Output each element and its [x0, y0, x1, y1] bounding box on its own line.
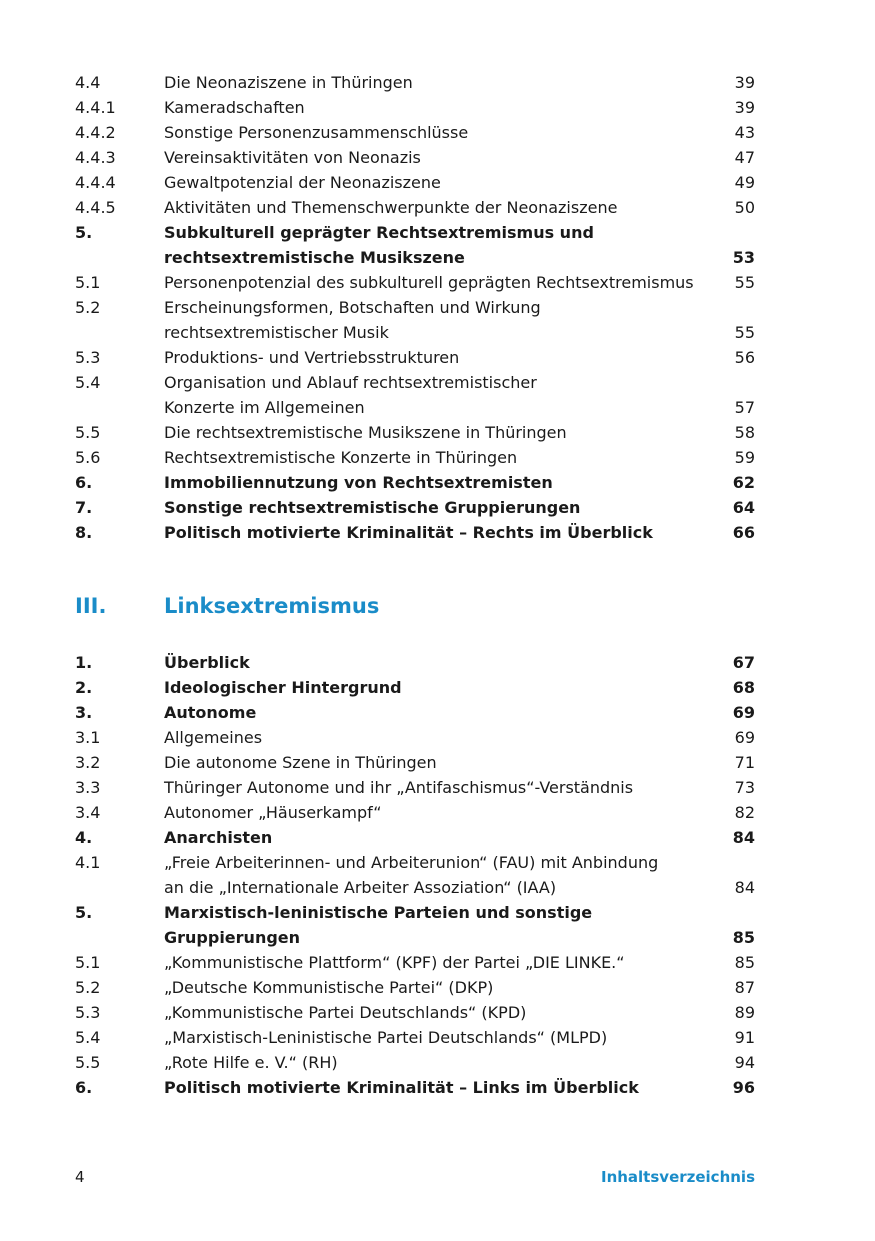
toc-entry-page: 85	[734, 953, 755, 972]
toc-entry-title	[164, 1000, 715, 1025]
toc-entry-number: 1.	[75, 653, 93, 672]
toc-entry-page: 94	[734, 1053, 755, 1072]
toc-entry	[75, 725, 755, 750]
toc-entry-title-line: Autonomer „Häuserkampf“	[164, 803, 382, 822]
toc-entry-page: 56	[734, 348, 755, 367]
toc-entry-title	[164, 220, 715, 270]
toc-entry	[75, 825, 755, 850]
toc-entry-title	[164, 975, 715, 1000]
toc-entry-number: 5.4	[75, 1028, 101, 1047]
toc-entry-title-line: Aktivitäten und Themenschwerpunkte der Neonaziszene	[164, 198, 618, 217]
toc-entry-title-line: Die autonome Szene in Thüringen	[164, 753, 437, 772]
footer-page-number: 4	[75, 1168, 85, 1186]
toc-entry	[75, 195, 755, 220]
toc-entry-page: 96	[732, 1078, 755, 1097]
toc-entry-title-line: Anarchisten	[164, 828, 273, 847]
toc-entry-title	[164, 950, 715, 975]
toc-entry	[75, 650, 755, 675]
toc-entry-page: 69	[734, 728, 755, 747]
toc-entry	[75, 370, 755, 420]
toc-entry-number: 2.	[75, 678, 93, 697]
toc-entry-page: 71	[734, 753, 755, 772]
toc-entry	[75, 975, 755, 1000]
toc-entry-page: 89	[734, 1003, 755, 1022]
toc-entry-number: 3.4	[75, 803, 101, 822]
section-number: III.	[75, 594, 107, 618]
toc-entry-number: 4.4.2	[75, 123, 116, 142]
toc-entry-title	[164, 675, 715, 700]
toc-entry-number: 8.	[75, 523, 93, 542]
toc-entry-title-line: Marxistisch-leninistische Parteien und sonstige Gruppierungen	[164, 903, 593, 947]
toc-entry	[75, 70, 755, 95]
toc-entry-title	[164, 295, 715, 345]
toc-entry-title	[164, 1025, 715, 1050]
toc-entry-title	[164, 470, 715, 495]
toc-entry-page: 67	[732, 653, 755, 672]
toc-entry-title	[164, 95, 715, 120]
toc-entry-title-line: „Kommunistische Partei Deutschlands“ (KPD)	[164, 1003, 527, 1022]
toc-entry-page: 55	[734, 323, 755, 342]
toc-entry	[75, 1075, 755, 1100]
toc-entry-title	[164, 1050, 715, 1075]
toc-entry-page: 55	[734, 273, 755, 292]
toc-entry-title-line: rechtsextremistische Musikszene	[164, 248, 465, 267]
toc-entry	[75, 675, 755, 700]
toc-entry-page: 84	[732, 828, 755, 847]
toc-entry	[75, 850, 755, 900]
toc-entry	[75, 95, 755, 120]
toc-entry-title	[164, 700, 715, 725]
toc-entry	[75, 700, 755, 725]
toc-entry-page: 68	[732, 678, 755, 697]
toc-entry-title-line: Konzerte im Allgemeinen	[164, 398, 365, 417]
toc-entry-number: 6.	[75, 1078, 93, 1097]
toc-entry	[75, 120, 755, 145]
toc-entry-number: 5.5	[75, 1053, 101, 1072]
toc-entry	[75, 775, 755, 800]
toc-entry-page: 66	[732, 523, 755, 542]
toc-entry-number: 5.3	[75, 1003, 101, 1022]
toc-entry-title-line: Organisation und Ablauf rechtsextremistischer	[164, 373, 537, 392]
toc-entry-page: 49	[734, 173, 755, 192]
toc-entry-title	[164, 725, 715, 750]
toc-entry-page: 39	[734, 98, 755, 117]
toc-entry-title-line: Personenpotenzial des subkulturell geprägten Rechtsextremismus	[164, 273, 694, 292]
toc-entry	[75, 220, 755, 270]
toc-entry-title-line: Gewaltpotenzial der Neonaziszene	[164, 173, 441, 192]
toc-entry-title	[164, 520, 715, 545]
toc-entry-number: 5.4	[75, 373, 101, 392]
toc-entry-number: 4.1	[75, 853, 101, 872]
toc-entry-number: 5.	[75, 903, 93, 922]
toc-entry	[75, 420, 755, 445]
toc-entry-title	[164, 145, 715, 170]
toc-entry-title	[164, 750, 715, 775]
toc-entry-page: 91	[734, 1028, 755, 1047]
toc-entry-title-line: Allgemeines	[164, 728, 263, 747]
toc-entry-title-line: Vereinsaktivitäten von Neonazis	[164, 148, 421, 167]
toc-entry-page: 50	[734, 198, 755, 217]
toc-entry-number: 3.1	[75, 728, 101, 747]
toc-entry	[75, 750, 755, 775]
toc-entry-title-line: Produktions- und Vertriebsstrukturen	[164, 348, 460, 367]
toc-entry-title	[164, 195, 715, 220]
toc-entry-number: 5.	[75, 223, 93, 242]
toc-entry-title-line: Die Neonaziszene in Thüringen	[164, 73, 413, 92]
toc-entry-number: 5.1	[75, 273, 101, 292]
toc-entry-number: 6.	[75, 473, 93, 492]
toc-entry	[75, 1025, 755, 1050]
toc-entry-title-line: Immobiliennutzung von Rechtsextremisten	[164, 473, 553, 492]
toc-entry	[75, 900, 755, 950]
toc-entry-number: 4.4.1	[75, 98, 116, 117]
toc-entry-number: 7.	[75, 498, 93, 517]
toc-entry-page: 47	[734, 148, 755, 167]
toc-entry-number: 4.4.4	[75, 173, 116, 192]
toc-entry-title	[164, 270, 715, 295]
toc-entry	[75, 445, 755, 470]
toc-entry-page: 39	[734, 73, 755, 92]
toc-entry-title	[164, 170, 715, 195]
toc-entry-title	[164, 445, 715, 470]
toc-entry-title-line: „Rote Hilfe e. V.“ (RH)	[164, 1053, 338, 1072]
toc-entry-title	[164, 120, 715, 145]
toc-entry-page: 85	[732, 928, 755, 947]
toc-entry-title	[164, 370, 715, 420]
toc-entry-page: 62	[732, 473, 755, 492]
toc-entry	[75, 800, 755, 825]
toc-entry	[75, 345, 755, 370]
page-footer	[75, 1168, 755, 1186]
toc-entry-title	[164, 1075, 715, 1100]
toc-entry	[75, 495, 755, 520]
toc-entry-title-line: Erscheinungsformen, Botschaften und Wirkung	[164, 298, 541, 317]
toc-entry-title	[164, 495, 715, 520]
toc-entry-title	[164, 420, 715, 445]
toc-entry	[75, 295, 755, 345]
toc-entry	[75, 520, 755, 545]
toc-entry-page: 57	[734, 398, 755, 417]
toc-entry-title	[164, 70, 715, 95]
toc-entry-page: 87	[734, 978, 755, 997]
toc-entry-title-line: Rechtsextremistische Konzerte in Thüringen	[164, 448, 518, 467]
toc-entry-title-line: Sonstige Personenzusammenschlüsse	[164, 123, 469, 142]
toc-entry-title-line: Sonstige rechtsextremistische Gruppierungen	[164, 498, 581, 517]
toc-entry-title-line: „Deutsche Kommunistische Partei“ (DKP)	[164, 978, 494, 997]
toc-entry-number: 3.	[75, 703, 93, 722]
toc-entry-title	[164, 345, 715, 370]
toc-entry	[75, 950, 755, 975]
toc-entry-number: 3.3	[75, 778, 101, 797]
toc-entry	[75, 145, 755, 170]
toc-entry-title-line: „Kommunistische Plattform“ (KPF) der Partei „DIE LINKE.“	[164, 953, 625, 972]
toc-entry-number: 4.4.3	[75, 148, 116, 167]
toc-entry-title	[164, 850, 715, 900]
section-title: Linksextremismus	[164, 594, 380, 618]
toc-entry	[75, 1000, 755, 1025]
toc-entry-page: 53	[732, 248, 755, 267]
toc-entry-page: 73	[734, 778, 755, 797]
toc-entry-number: 3.2	[75, 753, 101, 772]
toc-entry-title-line: Thüringer Autonome und ihr „Antifaschismus“-Verständnis	[164, 778, 634, 797]
toc-entry-page: 43	[734, 123, 755, 142]
toc-entry-number: 4.4	[75, 73, 101, 92]
toc-entry-title-line: Politisch motivierte Kriminalität – Links im Überblick	[164, 1078, 639, 1097]
toc-entry-title-line: Politisch motivierte Kriminalität – Rechts im Überblick	[164, 523, 653, 542]
toc-entry-number: 4.	[75, 828, 93, 847]
toc-entry-number: 4.4.5	[75, 198, 116, 217]
toc-entry	[75, 470, 755, 495]
toc-entry-number: 5.6	[75, 448, 101, 467]
toc-entry-title-line: Subkulturell geprägter Rechtsextremismus und	[164, 223, 594, 242]
toc-entry-number: 5.3	[75, 348, 101, 367]
toc-entry-number: 5.5	[75, 423, 101, 442]
toc-entry-title-line: Ideologischer Hintergrund	[164, 678, 402, 697]
footer-label: Inhaltsverzeichnis	[600, 1168, 755, 1186]
toc-entry-title-line: „Marxistisch-Leninistische Partei Deutschlands“ (MLPD)	[164, 1028, 608, 1047]
toc-entry-page: 64	[732, 498, 755, 517]
toc-entry-title-line: Autonome	[164, 703, 257, 722]
toc-entry-title	[164, 775, 715, 800]
toc-entry-title-line: rechtsextremistischer Musik	[164, 323, 389, 342]
toc-entry	[75, 170, 755, 195]
toc-list-part-2	[75, 650, 755, 1100]
toc-entry-number: 5.2	[75, 978, 101, 997]
toc-entry-title-line: an die „Internationale Arbeiter Assoziation“ (IAA)	[164, 878, 557, 897]
toc-entry-title	[164, 800, 715, 825]
section-heading	[75, 594, 379, 618]
toc-entry	[75, 270, 755, 295]
toc-entry-number: 5.1	[75, 953, 101, 972]
toc-entry-title-line: Überblick	[164, 653, 250, 672]
toc-entry-title-line: „Freie Arbeiterinnen- und Arbeiterunion“ (FAU) mit Anbindung	[164, 853, 659, 872]
toc-list-part-1	[75, 70, 755, 545]
toc-entry-page: 59	[734, 448, 755, 467]
toc-entry	[75, 1050, 755, 1075]
toc-entry-title-line: Kameradschaften	[164, 98, 305, 117]
toc-entry-page: 84	[734, 878, 755, 897]
toc-entry-page: 69	[732, 703, 755, 722]
toc-entry-title	[164, 650, 715, 675]
toc-entry-title	[164, 825, 715, 850]
toc-entry-title-line: Die rechtsextremistische Musikszene in Thüringen	[164, 423, 567, 442]
toc-entry-number: 5.2	[75, 298, 101, 317]
toc-entry-page: 82	[734, 803, 755, 822]
toc-entry-page: 58	[734, 423, 755, 442]
toc-entry-title	[164, 900, 715, 950]
